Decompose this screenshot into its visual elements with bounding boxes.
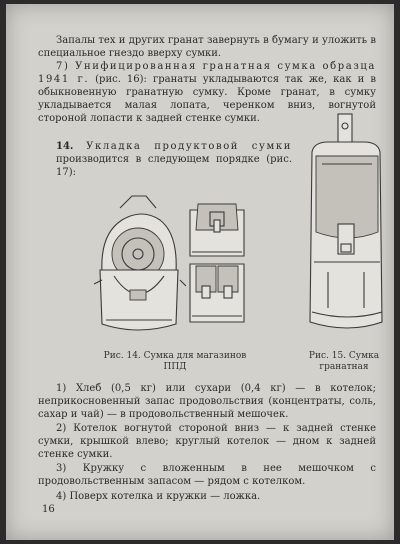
figure-15-caption xyxy=(304,351,384,373)
grenade-pouch-heading: 7) Унифицированная гранатная сумка образца 1941 г. xyxy=(38,61,376,85)
book-page xyxy=(6,4,394,540)
figure-15-caption-line1: Рис. 15. Сумка xyxy=(308,351,380,361)
paragraph-food-bag xyxy=(56,140,292,179)
paragraph-fuses: Запалы тех и других гранат завернуть в бумагу и уложить в специальное гнездо вверху сумки. xyxy=(38,35,376,59)
list-item-3: 3) Кружку с вложенным в нее мешочком с продовольственным запасом — рядом с котелком. xyxy=(38,463,376,487)
list-item-2: 2) Котелок вогнутой стороной вниз — к задней стенке сумки, крышкой влево; круглый котелок — дном к задней стенке сумки. xyxy=(38,423,376,460)
grenade-pouch-text: (рис. 16): гранаты укладываются так же, как и в обыкновенную гранатную сумку. Кроме гранат, в сумку укладывается малая лопата, черенком вниз, вогнутой стороной лопасти к задней стенке сумки. xyxy=(38,74,377,124)
figure-15-caption-line2: гранатная xyxy=(319,362,369,372)
food-bag-text: производится в следующем порядке (рис. 17): xyxy=(56,154,292,178)
section-number: 14. xyxy=(56,141,74,152)
food-bag-heading: Укладка продуктовой сумки xyxy=(73,141,292,152)
magazine-pouch-illustration xyxy=(92,194,252,342)
figure-14-caption: Рис. 14. Сумка для магазинов ППД xyxy=(103,351,247,372)
list-item-4: 4) Поверх котелка и кружки — ложка. xyxy=(56,491,261,502)
list-item-1: 1) Хлеб (0,5 кг) или сухари (0,4 кг) — в котелок; неприкосновенный запас продовольствия (концентраты, соль, сахар и чай) — в продовольственный мешочек. xyxy=(38,383,376,420)
page-number: 16 xyxy=(42,504,55,515)
grenade-pouch-illustration xyxy=(298,112,394,344)
